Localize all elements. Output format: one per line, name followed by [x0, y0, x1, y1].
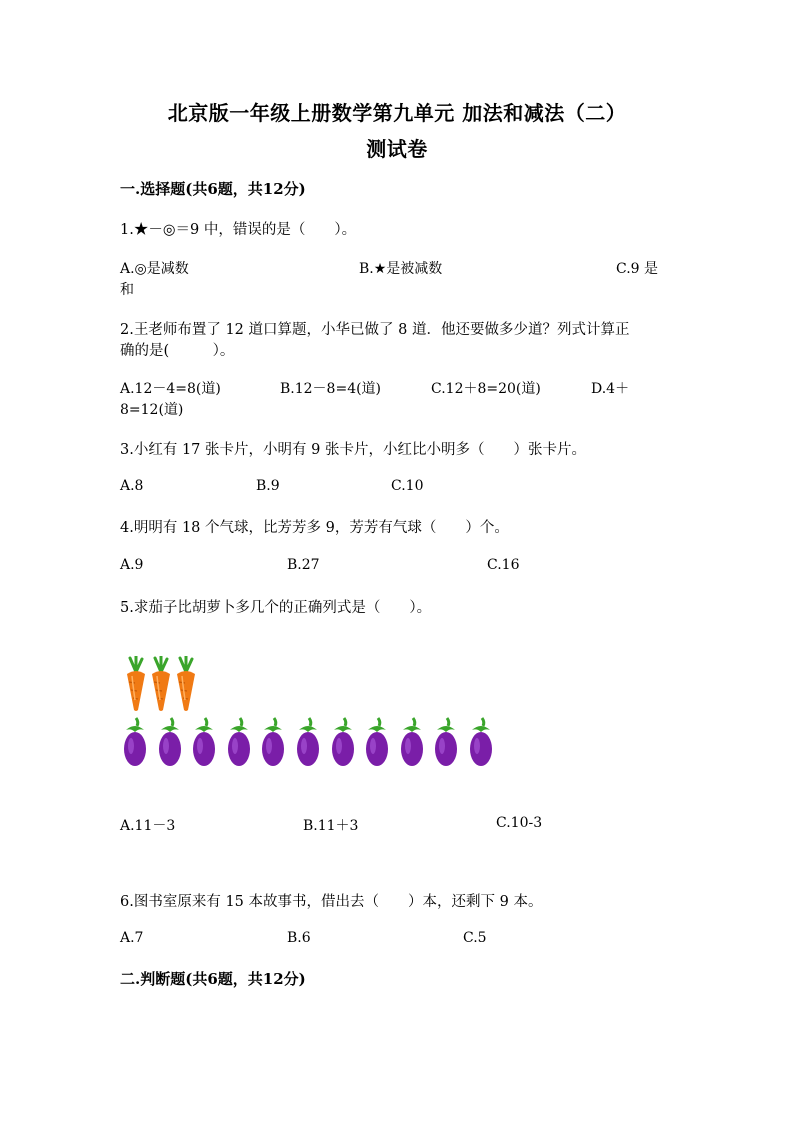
section-heading-choice: 一.选择题(共6题，共12分)	[120, 180, 306, 198]
q3-option-c: C.10	[391, 478, 424, 494]
q2-option-d: D.4＋	[591, 381, 630, 397]
q1-option-c-wrap: 和	[120, 282, 134, 298]
eggplant-icon	[398, 716, 426, 768]
q1-option-c: C.9 是	[616, 261, 659, 277]
q2-option-c: C.12＋8=20(道)	[431, 381, 541, 397]
carrot-icon	[174, 656, 198, 712]
q5-option-c: C.10-3	[496, 815, 543, 831]
q5-option-a: A.11－3	[120, 818, 176, 834]
eggplant-icon	[190, 716, 218, 768]
eggplant-icon	[329, 716, 357, 768]
eggplant-icon	[467, 716, 495, 768]
question-3: 3.小红有 17 张卡片，小明有 9 张卡片，小红比小明多（ ）张卡片。	[120, 442, 586, 458]
eggplant-icon	[259, 716, 287, 768]
q6-option-c: C.5	[463, 930, 487, 946]
q6-option-a: A.7	[120, 930, 144, 946]
q1-option-a: A.◎是减数	[120, 261, 189, 277]
page-title-line2: 测试卷	[366, 137, 428, 161]
q3-option-a: A.8	[120, 478, 144, 494]
q4-option-a: A.9	[120, 557, 144, 573]
q2-option-d-wrap: 8=12(道)	[120, 402, 184, 418]
question-2-line2: 确的是( ）。	[120, 343, 235, 359]
question-6: 6.图书室原来有 15 本故事书，借出去（ ）本，还剩下 9 本。	[120, 894, 543, 910]
q1-option-b: B.★是被减数	[359, 261, 443, 277]
q2-option-b: B.12－8=4(道)	[280, 381, 382, 397]
q6-option-b: B.6	[287, 930, 311, 946]
question-2-line1: 2.王老师布置了 12 道口算题，小华已做了 8 道．他还要做多少道？列式计算正	[120, 322, 630, 338]
carrot-icon	[124, 656, 148, 712]
q4-option-b: B.27	[287, 557, 320, 573]
eggplant-icon	[156, 716, 184, 768]
eggplant-icon	[225, 716, 253, 768]
eggplant-icon	[432, 716, 460, 768]
eggplant-icon	[363, 716, 391, 768]
question-1: 1.★－◎＝9 中，错误的是（ ）。	[120, 222, 357, 238]
q4-option-c: C.16	[487, 557, 520, 573]
question-4: 4.明明有 18 个气球，比芳芳多 9，芳芳有气球（ ）个。	[120, 520, 509, 536]
eggplant-icon	[294, 716, 322, 768]
q3-option-b: B.9	[256, 478, 280, 494]
carrot-icon	[149, 656, 173, 712]
eggplant-icon	[121, 716, 149, 768]
section-heading-judgement: 二.判断题(共6题，共12分)	[120, 970, 306, 988]
q2-option-a: A.12－4=8(道)	[120, 381, 221, 397]
question-5: 5.求茄子比胡萝卜多几个的正确列式是（ ）。	[120, 600, 432, 616]
q5-option-b: B.11＋3	[303, 818, 359, 834]
page-title-line1: 北京版一年级上册数学第九单元 加法和减法（二）	[167, 101, 627, 125]
